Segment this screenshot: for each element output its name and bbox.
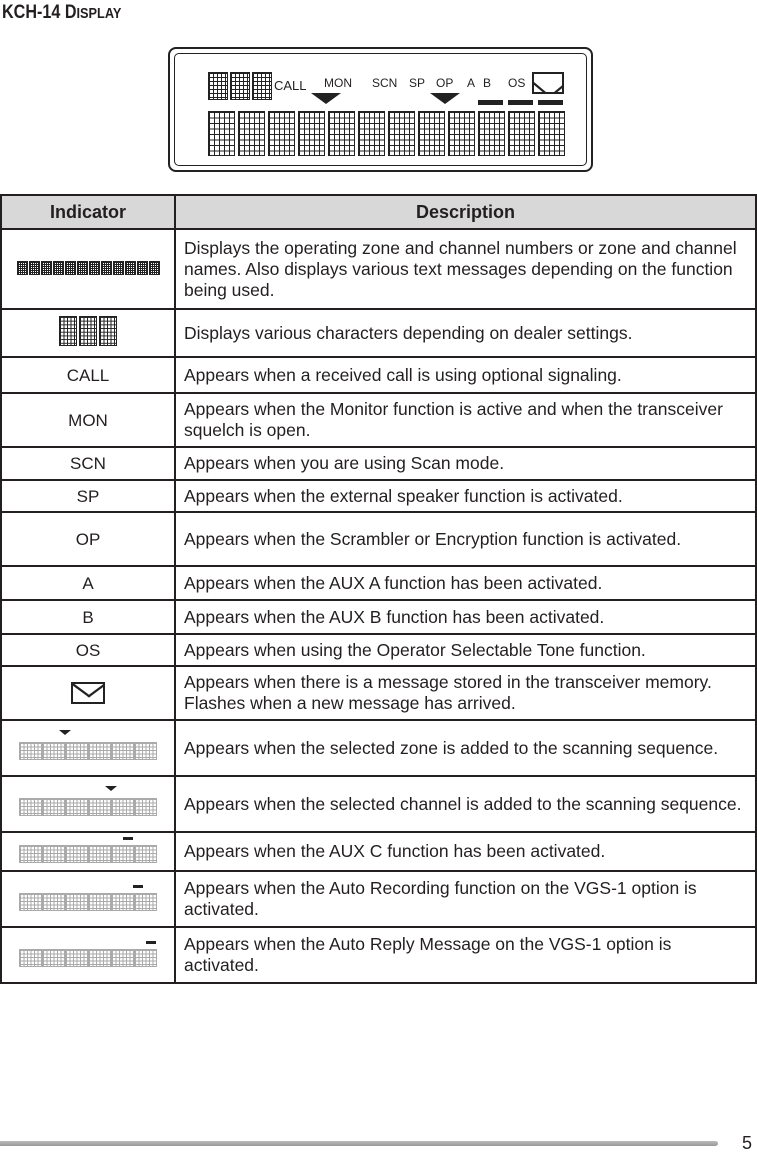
title-small-caps: ISPLAY: [76, 5, 122, 22]
channel-scan-arrow-icon: [19, 786, 157, 818]
table-row: [1, 720, 756, 776]
table-row: [1, 871, 756, 927]
auto-recording-bar-icon: [508, 100, 533, 105]
mon-arrow-icon: [311, 93, 341, 104]
indicator-cell: [1, 832, 175, 871]
footer-bar: [0, 1141, 718, 1146]
description-cell: Displays the operating zone and channel numbers or zone and channel names. Also displays various text messages depending on the function being used.: [175, 229, 756, 309]
table-row: [1, 776, 756, 832]
description-cell: Appears when using the Operator Selectable Tone function.: [175, 634, 756, 666]
indicator-cell: [1, 776, 175, 832]
description-cell: Appears when the selected channel is added to the scanning sequence.: [175, 776, 756, 832]
description-cell: Appears when the AUX C function has been activated.: [175, 832, 756, 871]
table-row: [1, 666, 756, 720]
table-row: [1, 357, 756, 393]
auto-reply-bar-icon: [19, 937, 157, 969]
description-cell: Appears when the AUX B function has been activated.: [175, 600, 756, 634]
op-arrow-icon: [430, 93, 460, 104]
aux-c-bar-icon: [478, 100, 503, 105]
description-cell: Appears when the Scrambler or Encryption function is activated.: [175, 512, 756, 566]
table-row: [1, 927, 756, 983]
indicator-cell: [1, 927, 175, 983]
page-number: 5: [742, 1133, 753, 1153]
wide-dot-matrix-icon: [17, 261, 160, 275]
indicator-cell: [1, 447, 175, 480]
lcd-a: A: [467, 76, 476, 90]
envelope-icon: [71, 682, 105, 704]
section-title: [2, 2, 121, 24]
indicator-cell: [1, 871, 175, 927]
table-row: [1, 832, 756, 871]
description-cell: Appears when the selected zone is added to the scanning sequence.: [175, 720, 756, 776]
bar-marker-icon: [133, 885, 143, 888]
arrow-marker-icon: [105, 786, 117, 791]
description-cell: Appears when the AUX A function has been activated.: [175, 566, 756, 600]
header-indicator: Indicator: [1, 195, 175, 229]
table-row: [1, 447, 756, 480]
indicator-cell: [1, 666, 175, 720]
indicator-cell: [1, 600, 175, 634]
table-row: [1, 309, 756, 357]
lcd-os: OS: [508, 76, 526, 90]
description-cell: Appears when the Auto Recording function on the VGS-1 option is activated.: [175, 871, 756, 927]
bar-marker-icon: [146, 941, 156, 944]
indicator-cell: [1, 720, 175, 776]
arrow-marker-icon: [59, 730, 71, 735]
aux-c-bar-icon: [19, 833, 157, 865]
table-row: [1, 634, 756, 666]
indicator-label: OP: [75, 529, 101, 549]
table-row: [1, 566, 756, 600]
description-cell: Appears when the Monitor function is active and when the transceiver squelch is open.: [175, 393, 756, 447]
indicator-cell: [1, 229, 175, 309]
auto-reply-bar-icon: [538, 100, 563, 105]
small-dot-matrix: [208, 72, 272, 100]
table-row: [1, 600, 756, 634]
indicator-cell: [1, 480, 175, 512]
indicator-label: CALL: [66, 365, 110, 385]
indicator-label: SP: [76, 486, 100, 506]
lcd-b: B: [483, 76, 492, 90]
table-row: [1, 512, 756, 566]
indicator-label: A: [82, 573, 94, 593]
small-dot-matrix-icon: [59, 316, 117, 346]
lcd-call: CALL: [274, 78, 307, 93]
description-cell: Appears when the external speaker function is activated.: [175, 480, 756, 512]
lcd-frame: [174, 53, 587, 166]
table-row: [1, 480, 756, 512]
description-cell: Displays various characters depending on dealer settings.: [175, 309, 756, 357]
lcd-sp: SP: [409, 76, 426, 90]
wide-dot-matrix: [208, 111, 565, 156]
lcd-display-diagram: [168, 47, 593, 172]
indicator-cell: [1, 357, 175, 393]
description-cell: Appears when a received call is using optional signaling.: [175, 357, 756, 393]
indicator-cell: [1, 566, 175, 600]
lcd-scn: SCN: [372, 76, 398, 90]
indicator-cell: [1, 309, 175, 357]
table-row: [1, 229, 756, 309]
indicator-table: [0, 194, 757, 984]
header-description: Description: [175, 195, 756, 229]
indicator-cell: [1, 634, 175, 666]
description-cell: Appears when the Auto Reply Message on the VGS-1 option is activated.: [175, 927, 756, 983]
table-row: [1, 393, 756, 447]
indicator-cell: [1, 512, 175, 566]
description-cell: Appears when there is a message stored in the transceiver memory. Flashes when a new message has arrived.: [175, 666, 756, 720]
envelope-icon: [532, 72, 564, 94]
lcd-mon: MON: [324, 76, 352, 90]
description-cell: Appears when you are using Scan mode.: [175, 447, 756, 480]
indicator-cell: [1, 393, 175, 447]
indicator-label: B: [82, 607, 94, 627]
bar-marker-icon: [123, 837, 133, 840]
table-header: [1, 195, 756, 229]
title-main: KCH-14 D: [2, 2, 77, 23]
auto-recording-bar-icon: [19, 881, 157, 913]
zone-scan-arrow-icon: [19, 730, 157, 762]
indicator-label: SCN: [70, 454, 106, 473]
indicator-label: OS: [75, 640, 101, 660]
indicator-label: MON: [68, 410, 108, 430]
lcd-op: OP: [436, 76, 454, 90]
